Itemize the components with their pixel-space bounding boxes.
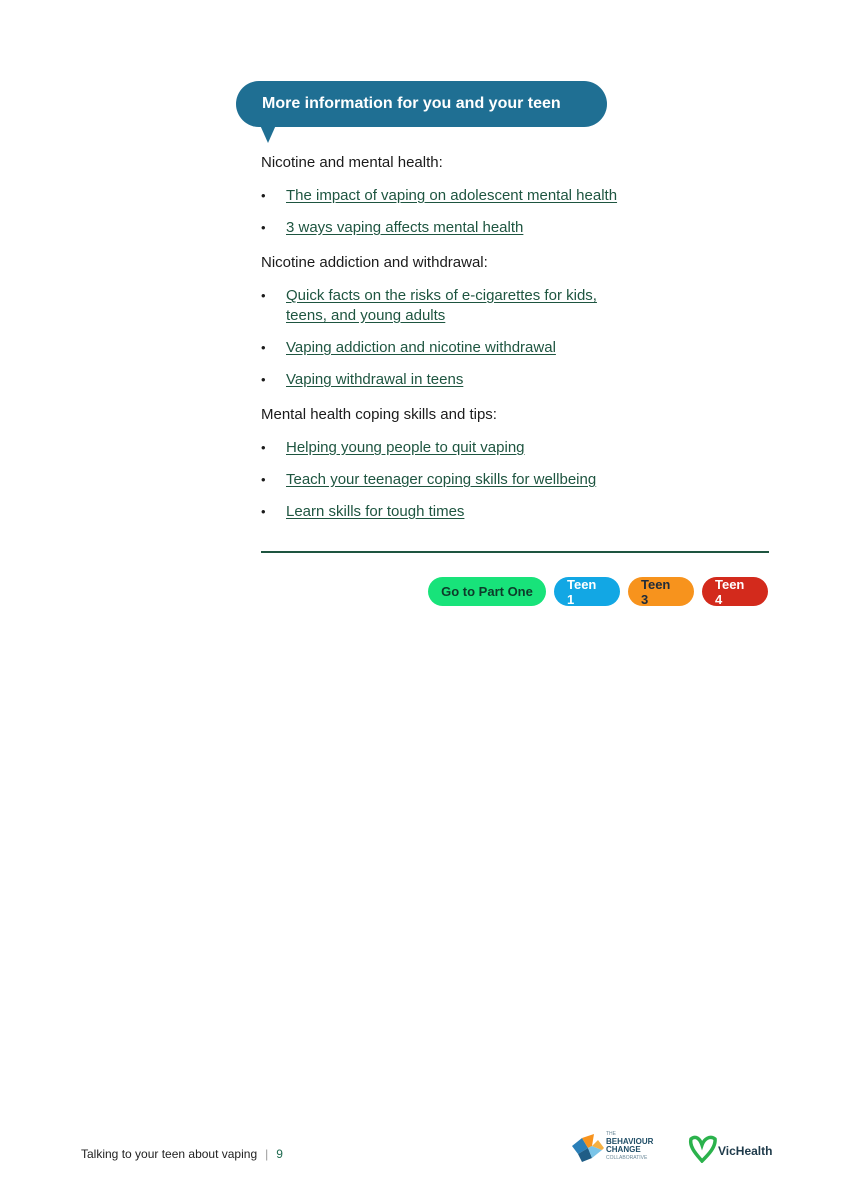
link-list (261, 186, 771, 238)
resource-link[interactable]: Learn skills for tough times (286, 503, 465, 520)
resource-link[interactable]: 3 ways vaping affects mental health (286, 219, 524, 236)
bullet: • (261, 504, 266, 519)
go-to-part-one-button[interactable]: Go to Part One (428, 577, 546, 606)
bullet: • (261, 288, 266, 303)
list-item (261, 370, 771, 390)
page-number: 9 (276, 1147, 283, 1161)
vichealth-wordmark: VicHealth (718, 1144, 773, 1158)
resource-link[interactable]: Quick facts on the risks of e-cigarettes for kids, teens, and young adults (286, 287, 597, 324)
list-item (261, 218, 771, 238)
resource-link[interactable]: Helping young people to quit vaping (286, 439, 525, 456)
bullet: • (261, 188, 266, 203)
section-nav (428, 577, 768, 606)
resource-link[interactable]: The impact of vaping on adolescent mental health (286, 187, 618, 204)
bcc-logo-text: THE BEHAVIOUR CHANGE COLLABORATIVE (606, 1131, 654, 1161)
list-item (261, 470, 771, 490)
resource-link[interactable]: Vaping withdrawal in teens (286, 371, 464, 388)
section-heading: Mental health coping skills and tips: (261, 406, 497, 423)
bullet: • (261, 372, 266, 387)
footer-separator: | (265, 1147, 269, 1161)
link-list (261, 286, 771, 390)
info-callout-bubble (236, 81, 607, 127)
document-title: Talking to your teen about vaping (81, 1147, 258, 1161)
list-item (261, 338, 771, 358)
resource-list (261, 150, 771, 534)
divider (261, 551, 769, 553)
resource-link[interactable]: Teach your teenager coping skills for wellbeing (286, 471, 597, 488)
bullet: • (261, 440, 266, 455)
callout-title: More information for you and your teen (262, 95, 561, 112)
teen-3-button[interactable]: Teen 3 (628, 577, 694, 606)
bullet: • (261, 220, 266, 235)
callout-tail (260, 125, 276, 143)
section-heading: Nicotine addiction and withdrawal: (261, 254, 488, 271)
link-list (261, 438, 771, 522)
section-heading: Nicotine and mental health: (261, 154, 443, 171)
page-footer (81, 1147, 283, 1161)
teen-1-button[interactable]: Teen 1 (554, 577, 620, 606)
teen-4-button[interactable]: Teen 4 (702, 577, 768, 606)
list-item (261, 186, 771, 206)
bullet: • (261, 340, 266, 355)
list-item (261, 438, 771, 458)
list-item (261, 502, 771, 522)
resource-link[interactable]: Vaping addiction and nicotine withdrawal (286, 339, 556, 356)
list-item (261, 286, 771, 326)
bullet: • (261, 472, 266, 487)
